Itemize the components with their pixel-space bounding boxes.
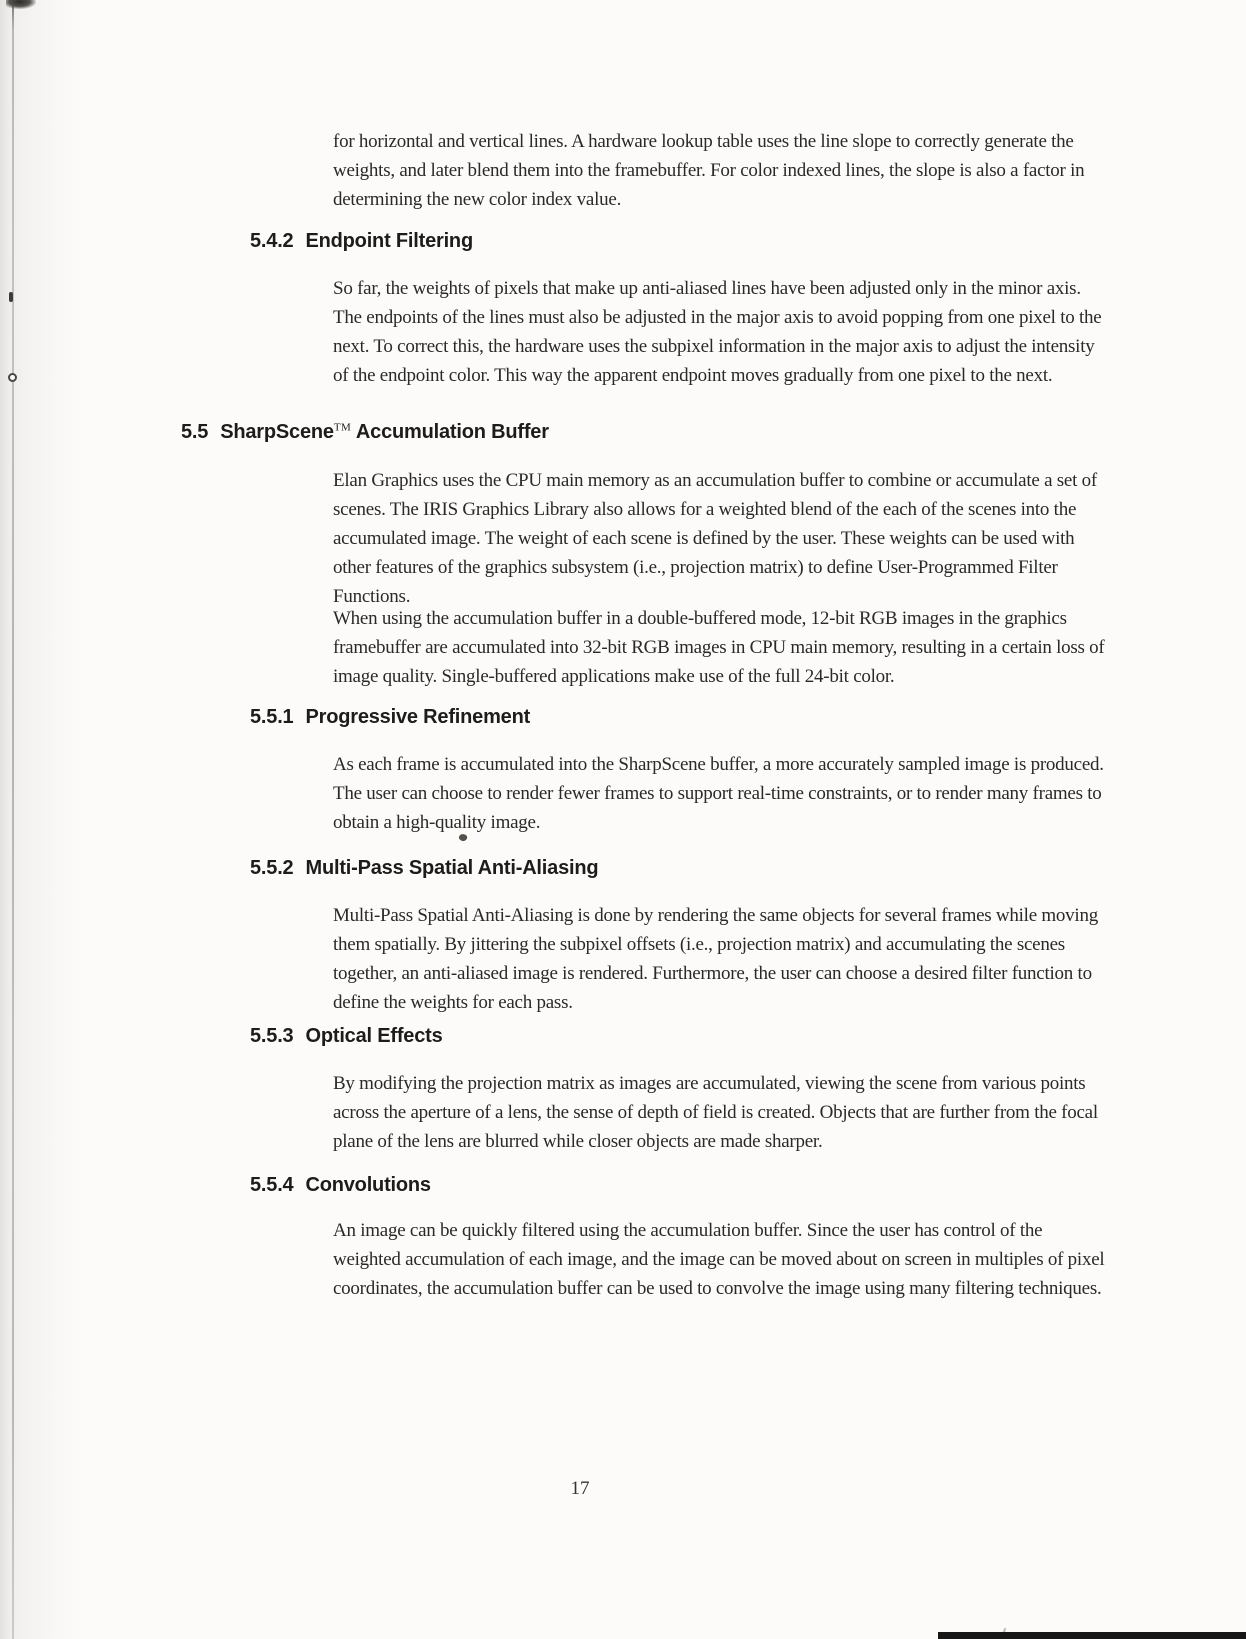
section-title-main: SharpScene [220, 421, 334, 443]
scan-black-bar [938, 1632, 1246, 1639]
section-paragraph: Elan Graphics uses the CPU main memory as an accumulation buffer to combine or accumulate a set of scenes. The IRIS Graphics Library also allows for a weighted blend of the each of the scenes into the accumulated image. The weight of each scene is defined by the user. These weights can be used with other features of the graphics subsystem (i.e., projection matrix) to define User-Programmed Filter Functions. [333, 470, 1097, 607]
section-paragraph: When using the accumulation buffer in a double-buffered mode, 12-bit RGB images in the graphics framebuffer are accumulated into 32-bit RGB images in CPU main memory, resulting in a certain loss of image quality. Single-buffered applications make use of the full 24-bit color. [333, 608, 1105, 687]
section-heading-5-5-2 [250, 857, 598, 880]
scan-edge-line [12, 0, 14, 1639]
section-title-rest: Accumulation Buffer [351, 421, 549, 443]
section-number: 5.5 [181, 421, 209, 443]
section-paragraph: So far, the weights of pixels that make up anti-aliased lines have been adjusted only in the minor axis. The endpoints of the lines must also be adjusted in the major axis to avoid popping from one pixel to the next. To correct this, the hardware uses the subpixel information in the major axis to adjust the intensity of the endpoint color. This way the apparent endpoint moves gradually from one pixel to the next. [333, 278, 1102, 386]
section-paragraph: As each frame is accumulated into the SharpScene buffer, a more accurately sampled image is produced. The user can choose to render fewer frames to support real-time constraints, or to render many frames to obtain a high-quality image. [333, 754, 1104, 833]
section-title: Optical Effects [305, 1025, 443, 1047]
section-paragraph: By modifying the projection matrix as images are accumulated, viewing the scene from various points across the aperture of a lens, the sense of depth of field is created. Objects that are further from the focal plane of the lens are blurred while closer objects are made sharper. [333, 1073, 1098, 1152]
intro-paragraph: for horizontal and vertical lines. A hardware lookup table uses the line slope to correctly generate the weights, and later blend them into the framebuffer. For color indexed lines, the slope is also a factor in determining the new color index value. [333, 131, 1085, 210]
section-heading-5-5 [181, 421, 549, 444]
section-title: Progressive Refinement [305, 706, 531, 728]
section-number: 5.5.3 [250, 1025, 294, 1047]
section-heading-5-5-3 [250, 1025, 443, 1048]
section-paragraph: An image can be quickly filtered using the accumulation buffer. Since the user has control of the weighted accumulation of each image, and the image can be moved about on screen in multiples of pixel coordinates, the accumulation buffer can be used to convolve the image using many filtering techniques. [333, 1220, 1105, 1299]
section-title: Endpoint Filtering [305, 230, 473, 252]
section-title: Multi-Pass Spatial Anti-Aliasing [305, 857, 599, 879]
section-heading-5-5-4 [250, 1174, 431, 1197]
scan-smudge-topleft [6, 0, 36, 9]
trademark-superscript: TM [333, 421, 352, 434]
section-paragraph: Multi-Pass Spatial Anti-Aliasing is done by rendering the same objects for several frames while moving them spatially. By jittering the subpixel offsets (i.e., projection matrix) and accumulating the scenes together, an anti-aliased image is rendered. Furthermore, the user can choose a desired filter function to define the weights for each pass. [333, 905, 1098, 1013]
section-heading-5-5-1 [250, 706, 530, 729]
section-number: 5.5.2 [250, 857, 294, 879]
scan-speck-ring [8, 373, 17, 382]
section-heading-5-4-2 [250, 230, 473, 253]
scan-speck-dash [9, 292, 13, 302]
section-number: 5.5.4 [250, 1174, 294, 1196]
section-number: 5.4.2 [250, 230, 294, 252]
section-title: Convolutions [305, 1174, 431, 1196]
page-number: 17 [570, 1478, 590, 1499]
section-number: 5.5.1 [250, 706, 294, 728]
